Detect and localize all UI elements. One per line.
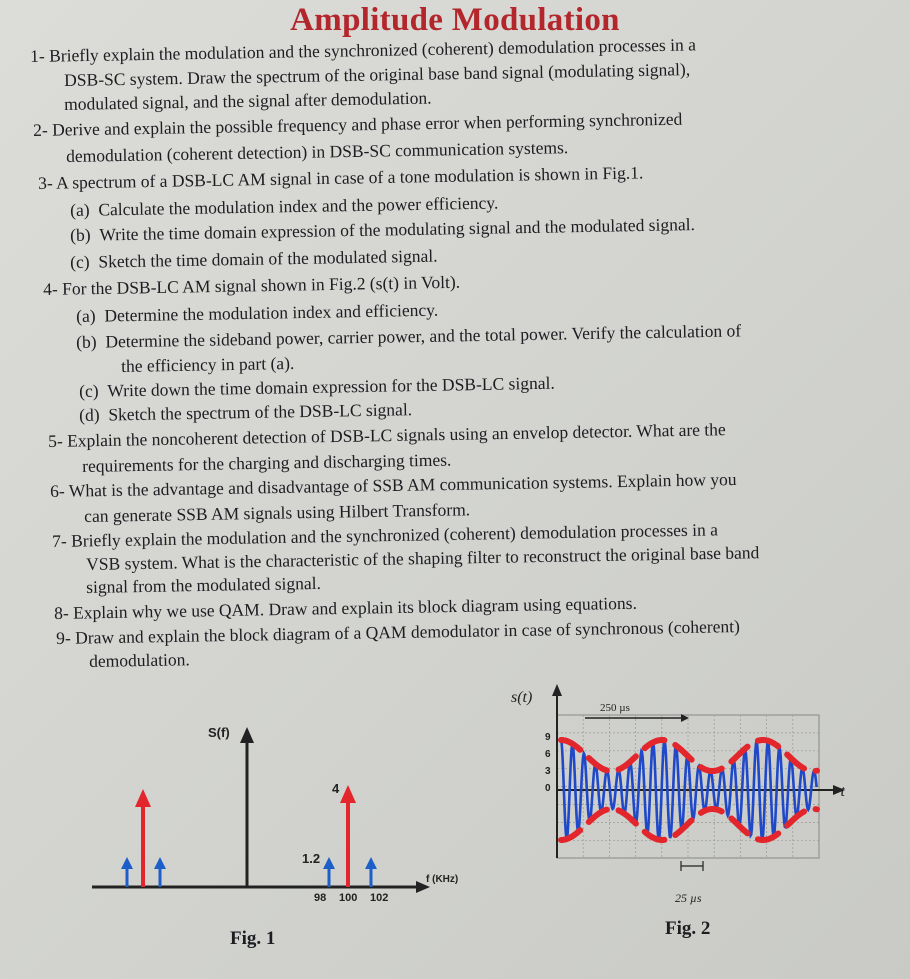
fig1-carrier-right-head bbox=[340, 785, 356, 803]
fig2-s-axis-arrow bbox=[552, 684, 562, 696]
question-4 bbox=[43, 271, 460, 301]
question-number: 6- bbox=[50, 480, 65, 501]
page-title: Amplitude Modulation bbox=[290, 2, 620, 38]
question-line: requirements for the charging and discharging times. bbox=[82, 449, 452, 476]
question-number: 8- bbox=[54, 602, 69, 623]
question-line: demodulation (coherent detection) in DSB-SC communication systems. bbox=[66, 137, 569, 166]
fig1-tick-100: 100 bbox=[339, 892, 358, 904]
fig1-spectrum bbox=[80, 715, 500, 915]
question-line: For the DSB-LC AM signal shown in Fig.2 (s(t) in Volt). bbox=[61, 271, 461, 299]
question-number: 1- bbox=[30, 45, 45, 66]
question-line: Draw and explain the block diagram of a QAM demodulator in case of synchronous (coherent) bbox=[74, 616, 741, 648]
question-number: 7- bbox=[52, 530, 67, 551]
fig1-y-axis-arrow bbox=[240, 727, 254, 743]
fig2-ytick-3: 3 bbox=[545, 766, 551, 777]
part-text: Sketch the spectrum of the DSB-LC signal. bbox=[108, 399, 413, 425]
part-text: Write down the time domain expression for the DSB-LC signal. bbox=[107, 372, 555, 401]
question-line: demodulation. bbox=[89, 649, 190, 671]
question-line: signal from the modulated signal. bbox=[86, 572, 322, 597]
part-tag: (b) bbox=[76, 331, 97, 352]
question-number: 9- bbox=[56, 627, 71, 648]
part-tag: (a) bbox=[76, 305, 96, 326]
fig2-carrier-label: 25 µs bbox=[675, 891, 702, 905]
fig2-y-label: s(t) bbox=[511, 689, 533, 706]
fig1-sideband-value: 1.2 bbox=[302, 851, 321, 866]
fig1-tick-98: 98 bbox=[314, 892, 327, 904]
fig2-ytick-6: 6 bbox=[545, 749, 551, 760]
part-tag: (b) bbox=[70, 224, 91, 245]
question-line: Explain why we use QAM. Draw and explain its block diagram using equations. bbox=[72, 592, 638, 623]
part-text: Determine the sideband power, carrier power, and the total power. Verify the calculation of bbox=[105, 320, 742, 352]
fig2-waveform bbox=[505, 680, 845, 920]
fig2-x-label: t bbox=[840, 783, 845, 800]
fig2-ytick-0: 0 bbox=[545, 783, 551, 794]
part-text: Calculate the modulation index and the power efficiency. bbox=[98, 192, 499, 220]
question-number: 3- bbox=[38, 172, 53, 193]
question-number: 2- bbox=[33, 119, 48, 140]
question-part bbox=[70, 245, 438, 274]
fig2-period-label: 250 µs bbox=[600, 702, 630, 714]
fig1-sideband-right-1-head bbox=[323, 857, 335, 869]
part-tag: (d) bbox=[79, 404, 100, 425]
fig2-ytick-9: 9 bbox=[545, 732, 551, 743]
part-tag: (c) bbox=[70, 251, 90, 272]
fig1-carrier-left-head bbox=[135, 789, 151, 807]
question-line: Briefly explain the modulation and the synchronized (coherent) demodulation processes in a bbox=[70, 519, 719, 551]
fig1-caption: Fig. 1 bbox=[230, 928, 276, 949]
fig1-sideband-left-2-head bbox=[154, 857, 166, 869]
question-line: modulated signal, and the signal after demodulation. bbox=[64, 87, 432, 114]
part-text: Determine the modulation index and efficiency. bbox=[104, 299, 439, 326]
fig2-caption: Fig. 2 bbox=[665, 918, 711, 939]
question-number: 4- bbox=[43, 278, 58, 299]
question-number: 5- bbox=[48, 430, 63, 451]
question-part bbox=[76, 299, 438, 328]
part-tag: (c) bbox=[79, 380, 99, 401]
fig1-y-label: S(f) bbox=[208, 725, 230, 740]
fig1-x-label: f (KHz) bbox=[426, 874, 459, 885]
question-line: Derive and explain the possible frequency and phase error when performing synchronized bbox=[51, 108, 683, 140]
question-line: Briefly explain the modulation and the synchronized (coherent) demodulation processes in a bbox=[48, 34, 697, 66]
fig1-sideband-right-2-head bbox=[365, 857, 377, 869]
question-line: VSB system. What is the characteristic of the shaping filter to reconstruct the original base band bbox=[86, 542, 760, 574]
question-line: Explain the noncoherent detection of DSB-LC signals using an envelop detector. What are the bbox=[66, 419, 726, 451]
part-text: Sketch the time domain of the modulated signal. bbox=[98, 245, 438, 272]
fig1-tick-102: 102 bbox=[370, 892, 389, 904]
question-line: A spectrum of a DSB-LC AM signal in case of a tone modulation is shown in Fig.1. bbox=[56, 162, 644, 193]
question-line: can generate SSB AM signals using Hilbert Transform. bbox=[84, 499, 471, 526]
fig1-sideband-left-1-head bbox=[121, 857, 133, 869]
part-tag: (a) bbox=[70, 199, 90, 220]
fig1-carrier-value: 4 bbox=[332, 781, 340, 796]
question-part bbox=[79, 398, 412, 427]
part-text: Write the time domain expression of the modulating signal and the modulated signal. bbox=[99, 214, 696, 245]
question-line: What is the advantage and disadvantage of SSB AM communication systems. Explain how you bbox=[68, 469, 737, 501]
question-line: DSB-SC system. Draw the spectrum of the original base band signal (modulating signal), bbox=[64, 59, 691, 90]
fig2-envelope-lower bbox=[561, 809, 817, 840]
question-part-continuation: the efficiency in part (a). bbox=[121, 352, 295, 376]
